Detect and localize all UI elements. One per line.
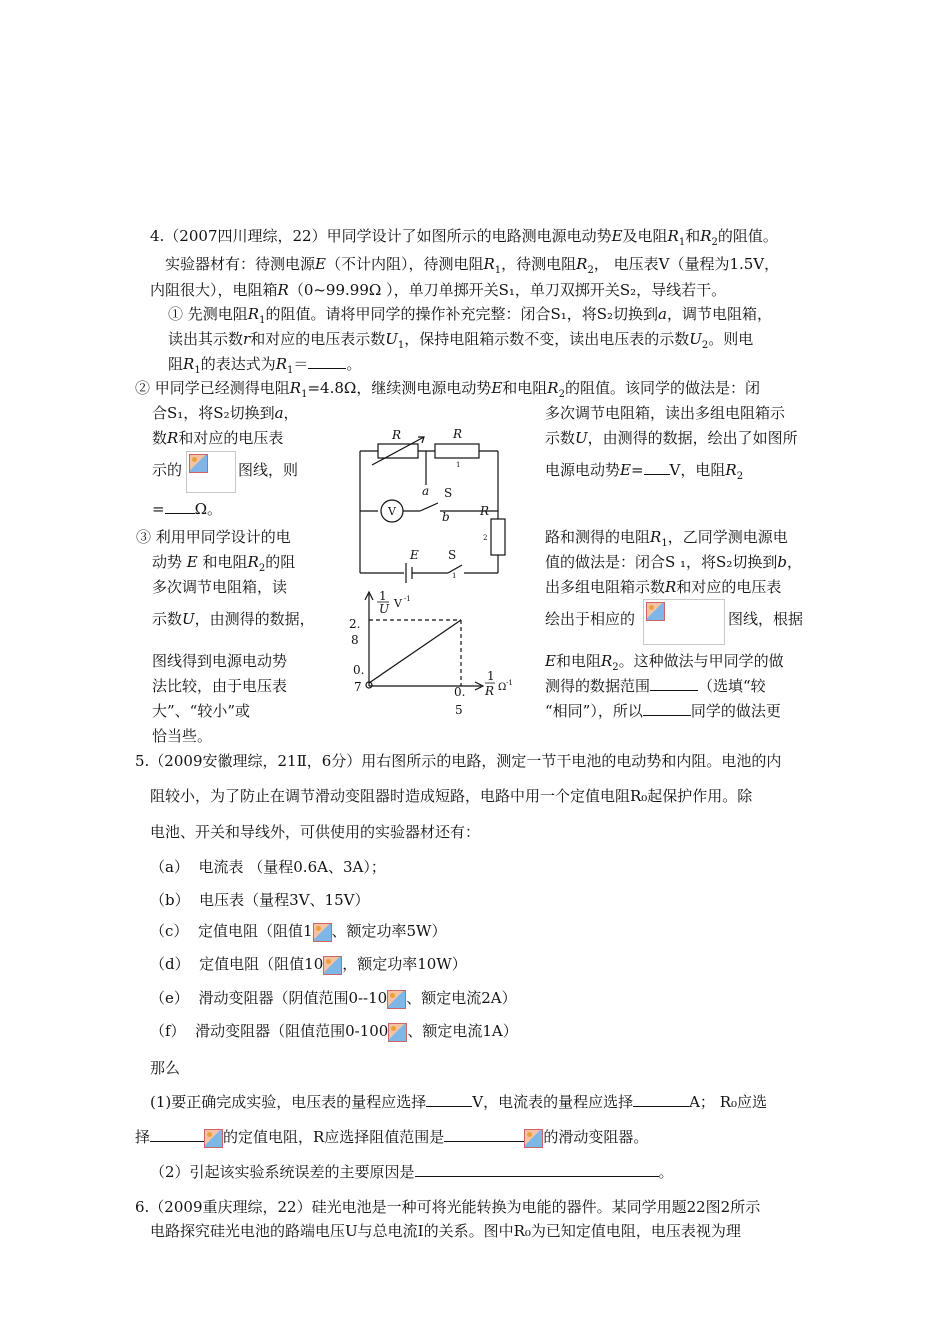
q4-l10a: 示的 [152,461,183,479]
q4-l16r: E和电阻$R_2$。这种做法与甲同学的做 [545,652,784,673]
q5-p1: (1)要正确完成实验，电压表的量程应选择 V，电流表的量程应选择 A； R₀应选 [150,1093,768,1111]
q4-line5: 读出其示数r和对应的电压表示数$U_1$，保持电阻箱示数不变，读出电压表的示数$U_2$。则电 [168,330,754,351]
graph-x-unit-sup: -1 [506,679,513,687]
q4-l10r: 电源电动势E= V，电阻$R_2$ [545,461,744,482]
q6-line2: 电路探究硅光电池的路端电压U与总电流I的关系。图中R₀为已知定值电阻，电压表视为理 [150,1222,741,1240]
graph-y-num: 1 [379,589,387,603]
graph-x-num: 1 [487,669,495,683]
q5-p3: （2）引起该实验系统误差的主要原因是 。 [150,1163,674,1181]
circuit-label-V: V [388,505,396,518]
ohm-image-placeholder-icon [524,1129,543,1148]
q4-l12r: 路和测得的电阻$R_1$，乙同学测电源电 [545,528,788,549]
graph-ytick-top-1: 2. [349,617,361,631]
circuit-label-S: S [444,486,453,500]
q4-l19a: 恰当些。 [152,727,213,745]
q5-item-f: （f） 滑动变阻器（阻值范围0-100 、额定电流1A） [150,1022,518,1040]
q5-p2: 择 的定值电阻，R应选择阻值范围是 的滑动变阻器。 [135,1128,649,1146]
q4-l15r2: 图线，根据 [728,610,804,628]
q4-l11a: = Ω。 [152,500,223,518]
graph-1overU-vs-1overR [345,588,520,718]
graph-y-den: U [379,602,390,616]
circuit-diagram [340,415,520,585]
q5-item-a: （a） 电流表 （量程0.6A、3A）； [150,858,386,876]
graph-x-den: R [485,684,495,698]
graph-y-unit: V [394,597,402,610]
circuit-sub1: 1 [456,461,461,469]
q4-l12a: ③ 利用甲同学设计的电 [136,528,291,546]
circuit-label-b: b [442,510,450,524]
graph-ytick-bot-1: 0. [353,663,365,677]
ohm-image-placeholder-icon [387,990,406,1009]
graph-xtick-2: 5 [455,703,463,717]
ohm-image-placeholder-icon [204,1129,223,1148]
graph-y-unit-sup: -1 [404,595,411,603]
q4-l17r: 测得的数据范围 （选填“较 [545,677,766,695]
q5-line1: 5.（2009安徽理综，21Ⅱ，6分）用右图所示的电路，测定一节干电池的电动势和内阻。电池的内 [135,752,782,770]
q4-l8a: 合S₁，将S₂切换到a， [152,404,299,422]
q4-l15r: 绘出于相应的 [545,610,636,628]
formula-image-placeholder [186,451,236,493]
q4-l18r: “相同”），所以 同学的做法更 [545,702,781,720]
graph-x-unit: Ω [498,682,507,693]
q5-item-b: （b） 电压表（量程3V、15V） [150,891,370,909]
q4-line4: ① 先测电阻$R_1$的阻值。请将甲同学的操作补充完整：闭合S₁，将S₂切换到a，调节电阻箱， [168,305,773,326]
circuit-sub2: 2 [483,534,488,542]
circuit-label-E: E [410,548,419,562]
q4-l13r: 值的做法是：闭合S ₁，将S₂切换到b， [545,553,802,571]
q4-line7: ② 甲同学已经测得电阻$R_1=4.8\Omega$，继续测电源电动势E和电阻$R_2$的阻值。该同学的做法是：闭 [135,379,760,400]
q4-l14a: 多次调节电阻箱，读 [152,578,288,596]
graph-xtick-1: 0. [454,685,466,699]
ohm-image-placeholder-icon [323,956,342,975]
q4-l16a: 图线得到电源电动势 [152,652,288,670]
broken-image-icon [646,602,665,621]
graph-ytick-top-2: 8 [351,633,359,647]
broken-image-icon [189,454,208,473]
q5-item-c: （c） 定值电阻（阻值1 、额定功率5W） [150,922,447,940]
ohm-image-placeholder-icon [313,923,332,942]
q5-item-e: （e） 滑动变阻器（阴值范围0--10 、额定电流2A） [150,989,517,1007]
q4-l18a: 大”、“较小”或 [152,702,251,720]
circuit-label-S1: S [448,548,457,562]
q4-l13a: 动势 E 和电阻$R_2$的阻 [152,553,296,574]
q5-item-d: （d） 定值电阻（阻值10 ，额定功率10W） [150,955,467,973]
circuit-label-a: a [422,484,430,498]
circuit-label-R2: R [480,504,490,518]
q4-l8r: 多次调节电阻箱，读出多组电阻箱示 [545,404,786,422]
q4-l14r: 出多组电阻箱示数R和对应的电压表 [545,578,782,596]
q5-then: 那么 [150,1059,181,1077]
q4-line1: 4.（2007四川理综，22）甲同学设计了如图所示的电路测电源电动势E及电阻$R_1$和$R_2$的阻值。 [150,227,778,248]
q4-l15a: 示数U，由测得的数据， [152,610,315,628]
circuit-sub-s1: 1 [452,572,457,580]
q4-l17a: 法比较，由于电压表 [152,677,288,695]
q4-l9r: 示数U，由测得的数据，绘出了如图所 [545,429,798,447]
q5-line2: 阻较小，为了防止在调节滑动变阻器时造成短路，电路中用一个定值电阻R₀起保护作用。除 [150,787,753,805]
formula-image-placeholder [643,599,725,645]
q4-line2: 实验器材有：待测电源E（不计内阻），待测电阻$R_1$，待测电阻$R_2$， 电压表V（量程为1.5V， [165,255,780,276]
circuit-label-R: R [392,428,402,442]
q4-line3: 内阻很大），电阻箱R（0~99.99Ω ），单刀单掷开关S₁，单刀双掷开关S₂，导线若干。 [150,281,727,299]
q4-line6: 阻$R_1$的表达式为$R_1=$ 。 [168,355,362,376]
q6-line1: 6.（2009重庆理综，22）硅光电池是一种可将光能转换为电能的器件。某同学用题22图2所示 [135,1198,761,1216]
circuit-label-R1: R [453,427,463,441]
q5-line3: 电池、开关和导线外，可供使用的实验器材还有： [150,823,481,841]
q4-l9a: 数R和对应的电压表 [152,429,284,447]
ohm-image-placeholder-icon [388,1023,407,1042]
q4-l10b: 图线，则 [238,461,299,479]
graph-ytick-bot-2: 7 [354,680,362,694]
